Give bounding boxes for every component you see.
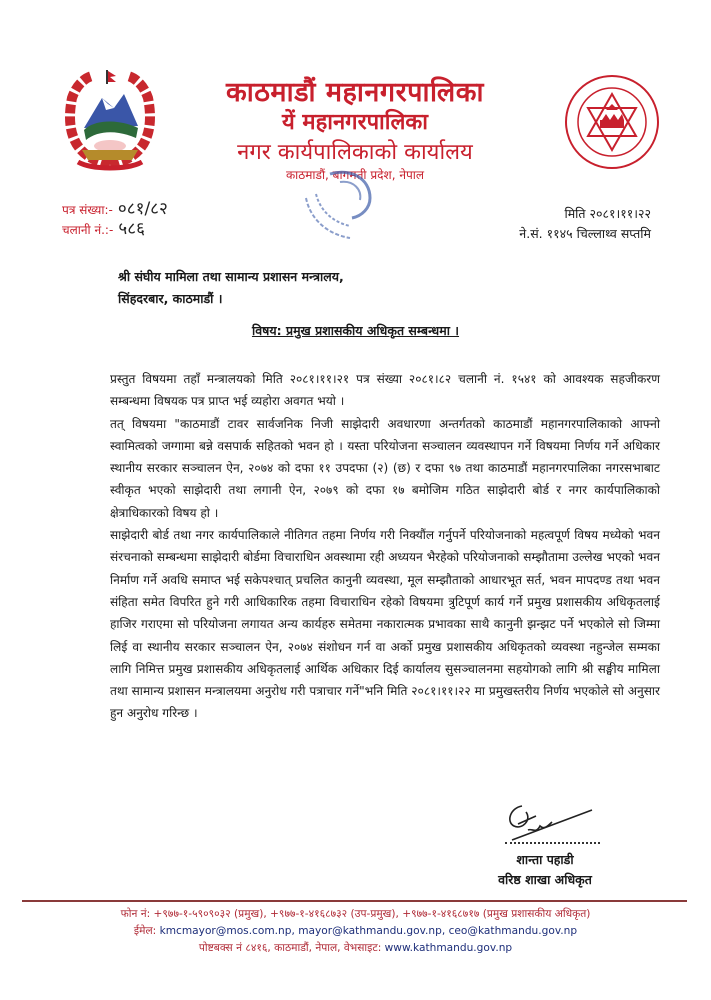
municipality-title: काठमाडौं महानगरपालिका xyxy=(226,77,484,108)
letter-body xyxy=(110,368,660,725)
email-label: ईमेल: xyxy=(133,925,157,937)
signatory-name: शान्ता पहाडी xyxy=(516,852,574,867)
office-location: काठमाडौं, बागमती प्रदेश, नेपाल xyxy=(285,168,425,182)
addressee-line-2: सिंहदरबार, काठमाडौं । xyxy=(118,291,223,306)
subject-line xyxy=(0,322,711,339)
body-paragraph-1: प्रस्तुत विषयमा तहाँ मन्त्रालयको मिति २०८१।११।२१ पत्र संख्या २०८१।८२ चलानी नं. १५४१ को आवश्यक सहजीकरण सम्बन्धमा विषयक पत्र प्राप्त भई व्यहोरा अवगत भयो । xyxy=(110,372,660,409)
website-link[interactable]: www.kathmandu.gov.np xyxy=(384,942,513,954)
phone-numbers: +९७७-१-५९०९०३२ (प्रमुख), +९७७-१-४१६८७३२ (उप-प्रमुख), +९७७-१-४१६८७१७ (प्रमुख प्रशासकीय अधिकृत) xyxy=(153,908,591,920)
date-bs: मिति २०८१।११।२२ xyxy=(564,206,651,221)
signature-line xyxy=(505,842,600,844)
dispatch-number xyxy=(62,216,145,239)
email-addresses[interactable]: kmcmayor@mos.com.np, mayor@kathmandu.gov.np, ceo@kathmandu.gov.np xyxy=(159,925,578,937)
nepal-emblem-logo xyxy=(62,68,158,174)
office-name: नगर कार्यपालिकाको कार्यालय xyxy=(237,140,473,165)
footer-address xyxy=(0,941,711,955)
signatory-designation: वरिष्ठ शाखा अधिकृत xyxy=(498,872,592,887)
letter-date xyxy=(519,204,651,244)
addressee-line-1: श्री संघीय मामिला तथा सामान्य प्रशासन मन्त्रालय, xyxy=(118,269,344,284)
phone-label: फोन नं: xyxy=(120,908,151,920)
body-paragraph-3: साझेदारी बोर्ड तथा नगर कार्यपालिकाले नीतिगत तहमा निर्णय गरी निक्यौंल गर्नुपर्ने परियोजनाको महत्वपूर्ण विषय मध्येको भवन संरचनाको सम्बन्धमा साझेदारी बोर्डमा विचाराधिन अवस्थामा रही अध्ययन भैरहेको परियोजनाको सम्झौतामा उल्लेख भएको भवन निर्माण गर्ने अवधि समाप्त भई सकेपश्चात् प्रचलित कानुनी व्यवस्था, मूल सम्झौताको आधारभूत सर्त, भवन मापदण्ड तथा भवन संहिता समेत विपरित हुने गरी आधिकारिक तहमा विचाराधिन रहेको विषयमा त्रुटिपूर्ण कार्य गर्ने प्रमुख प्रशासकीय अधिकृतलाई हाजिर गराएमा सो परियोजना लगायत अन्य कार्यहरु समेतमा नकारात्मक प्रभावका साथै कानुनी झन्झट पर्ने भएकोले सो जिम्मा लिई वा स्थानीय सरकार सञ्चालन ऐन, २०७४ संशोधन गर्न वा अर्को प्रमुख प्रशासकीय अधिकृतको व्यवस्था नहुन्जेल सम्मका लागि निमित्त प्रमुख प्रशासकीय अधिकृतलाई आर्थिक अधिकार दिई कार्यालय सुसञ्चालनमा सहयोगको लागि श्री सङ्घीय मामिला तथा सामान्य प्रशासन मन्त्रालयमा अनुरोध गरी पत्राचार गर्ने"भनि मिति २०८१।११।२२ मा प्रमुखस्तरीय निर्णय भएकोले सो अनुसार हुन अनुरोध गरिन्छ । xyxy=(110,528,660,721)
postbox-address: पोष्टबक्स नं ८४१६, काठमाडौं, नेपाल, वेभसाइट: xyxy=(198,942,382,954)
footer-phone xyxy=(0,907,711,921)
municipality-subtitle-newari: यें महानगरपालिका xyxy=(282,110,428,135)
addressee xyxy=(118,266,344,310)
date-nepal-sambat: ने.सं. ११४५ चिल्लाथ्व सप्तमि xyxy=(519,226,651,241)
subject-text: विषय: प्रमुख प्रशासकीय अधिकृत सम्बन्धमा । xyxy=(251,323,460,338)
signatory-block xyxy=(470,850,620,890)
footer-divider xyxy=(22,900,687,902)
footer-email xyxy=(0,924,711,938)
dispatch-number-value: ५८६ xyxy=(118,219,145,239)
dispatch-number-label: चलानी नं.:- xyxy=(62,223,114,237)
body-paragraph-2: तत् विषयमा "काठमाडौं टावर सार्वजनिक निजी साझेदारी अवधारणा अन्तर्गतको काठमाडौं महानगरपालिकाको आफ्नो स्वामित्वको जग्गामा बन्ने वसपार्क सहितको भवन हो । यस्ता परियोजना सञ्चालन व्यवस्थापन गर्ने विषयमा निर्णय गर्ने अधिकार स्थानीय सरकार सञ्चालन ऐन, २०७४ को दफा ११ उपदफा (२) (छ) र दफा ९७ तथा काठमाडौं महानगरपालिका नगरसभाबाट स्वीकृत भएको साझेदारी तथा लगानी ऐन, २०७९ को दफा १७ बमोजिम गठित साझेदारी बोर्ड र नगर कार्यपालिकाको क्षेत्राधिकारको विषय हो । xyxy=(110,416,660,520)
letter-number-value: ०८१/८२ xyxy=(117,199,168,219)
office-stamp xyxy=(300,168,390,248)
kmc-seal-logo xyxy=(562,72,662,172)
letter-number-label: पत्र संख्या:- xyxy=(62,203,113,217)
